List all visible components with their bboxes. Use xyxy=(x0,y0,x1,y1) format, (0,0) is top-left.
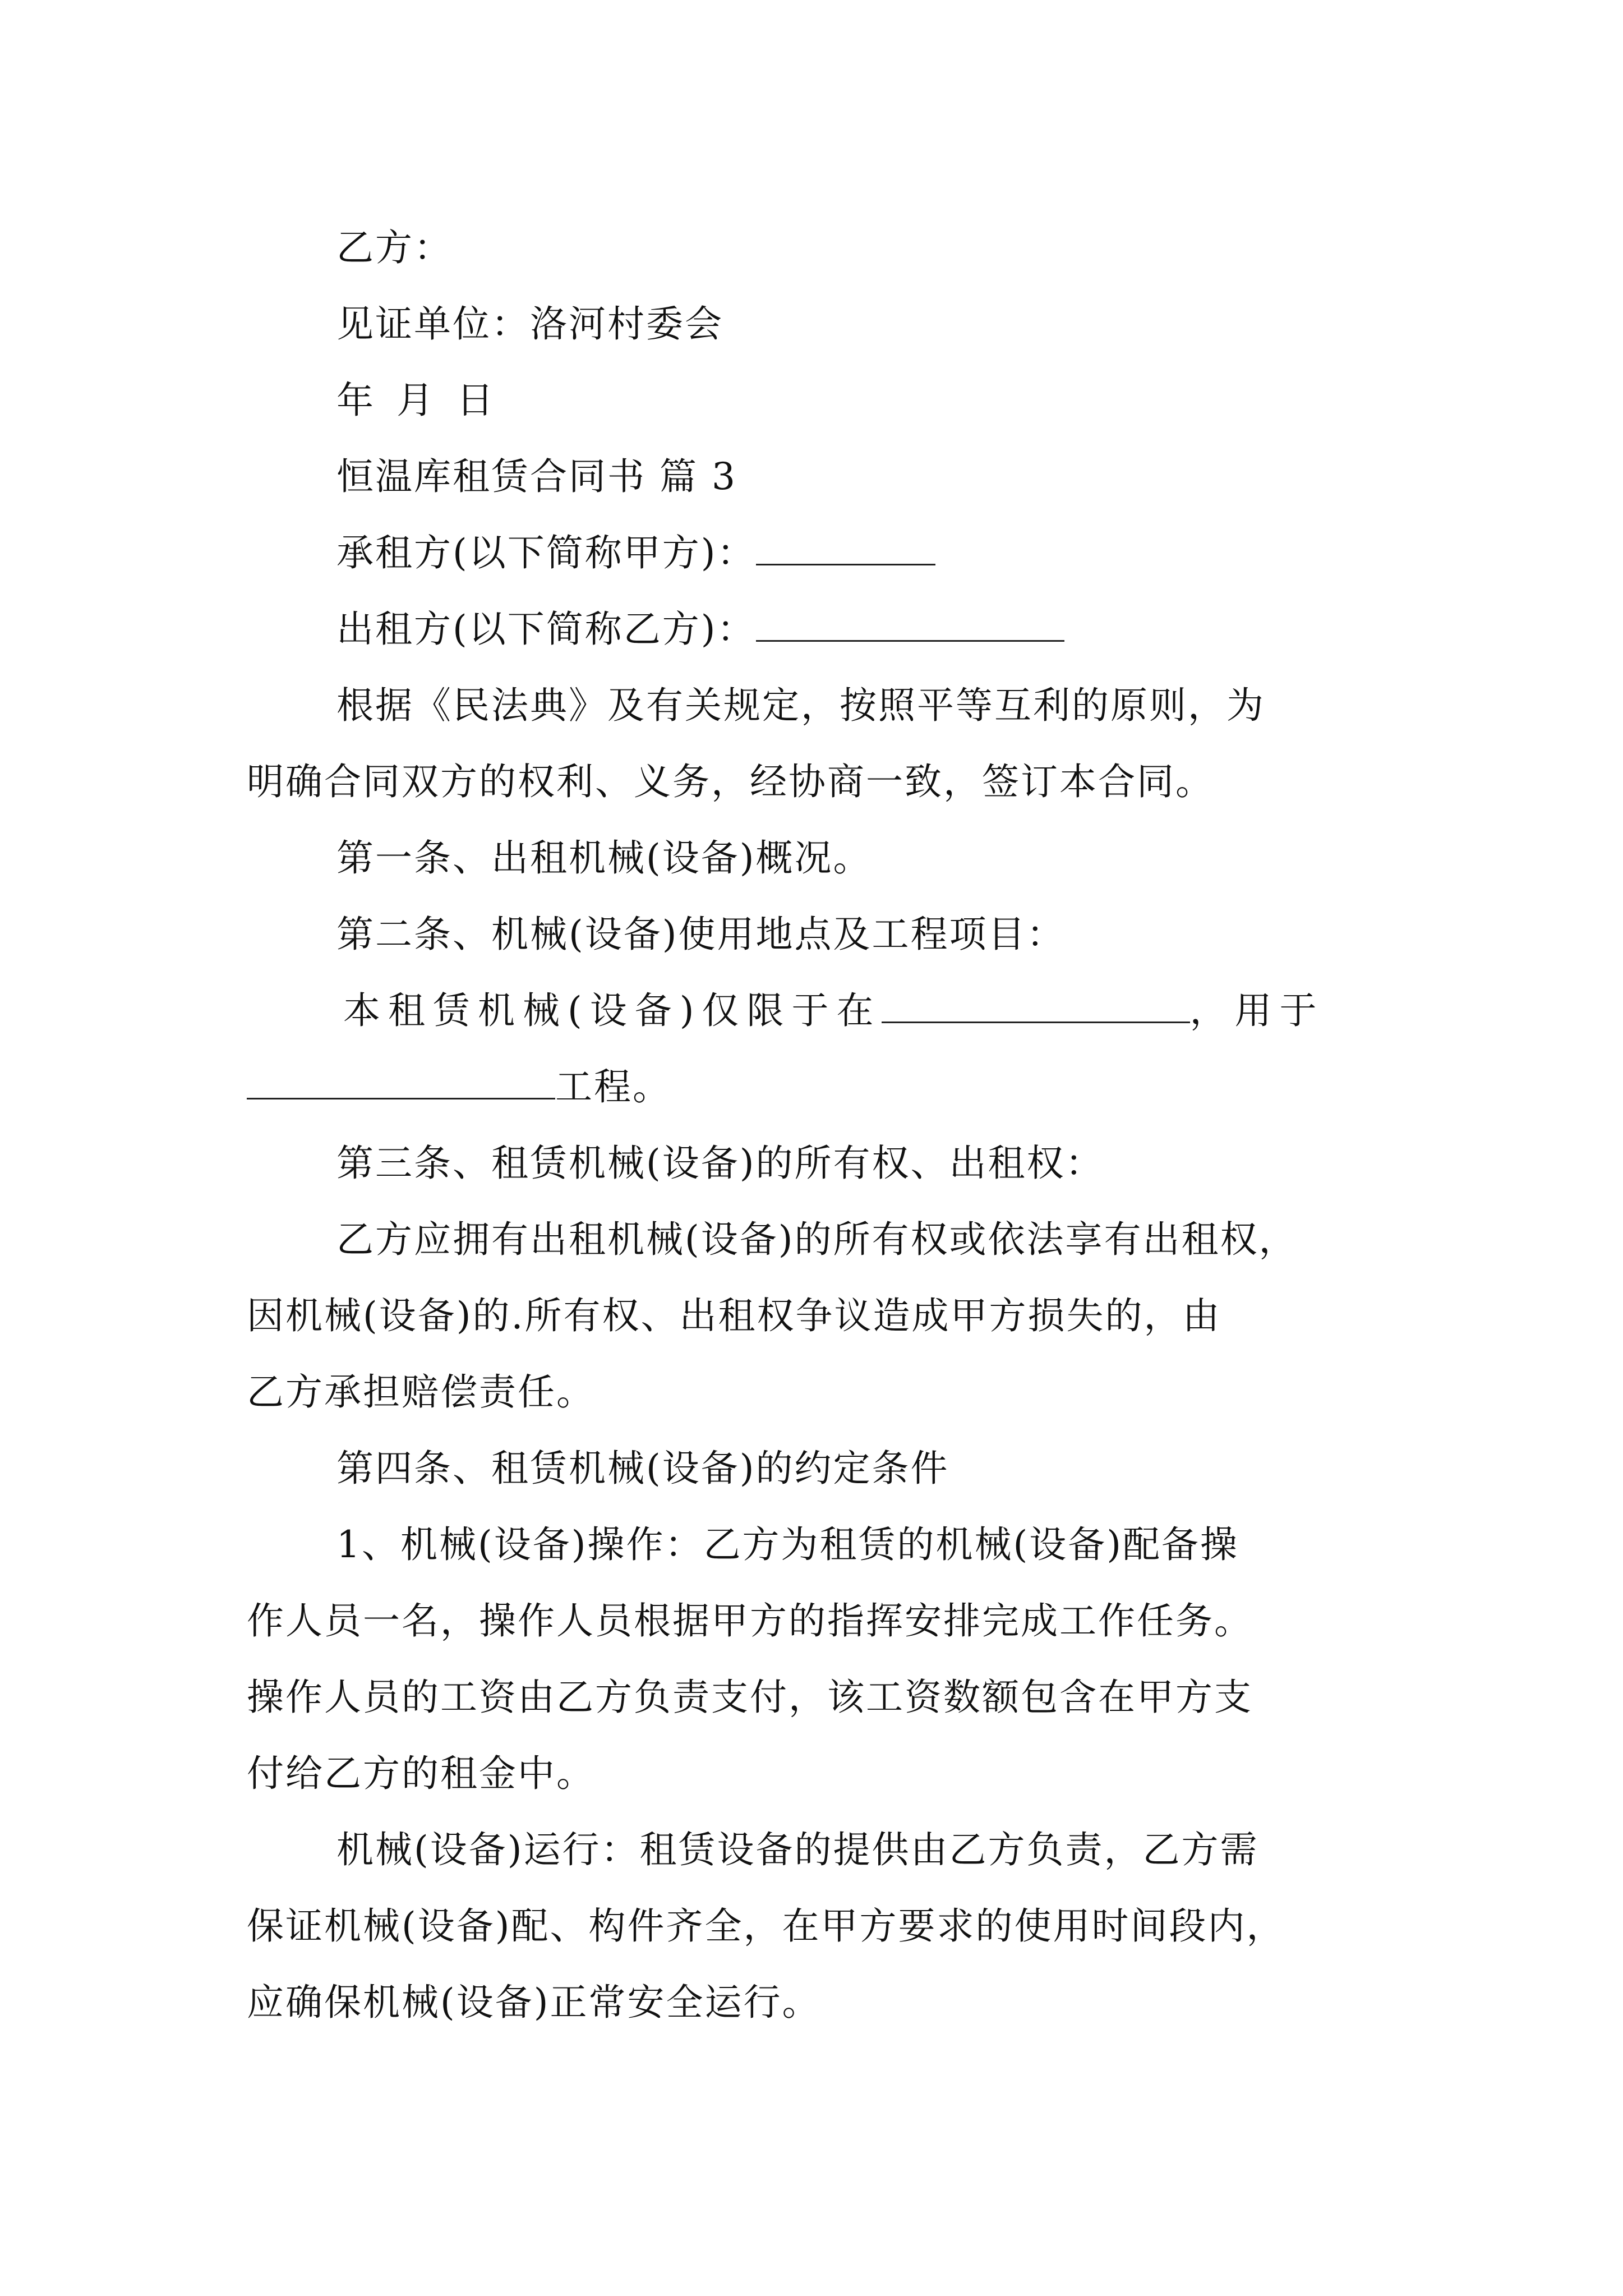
article-4-item-2-line-2: 保证机械(设备)配、构件齐全，在甲方要求的使用时间段内， xyxy=(247,1904,1285,1948)
article-2-detail-2 xyxy=(247,1065,671,1110)
contract-title: 恒温库租赁合同书 篇 3 xyxy=(336,455,737,498)
lessee-blank xyxy=(756,531,935,565)
project-blank xyxy=(247,1065,555,1099)
article-3-para-3: 乙方承担赔偿责任。 xyxy=(247,1370,595,1414)
witness-unit: 见证单位：洛河村委会 xyxy=(336,302,723,346)
lessor-line xyxy=(336,607,1064,652)
article-4-item-1-line-3: 操作人员的工资由乙方负责支付，该工资数额包含在甲方支 xyxy=(247,1676,1253,1719)
location-blank xyxy=(882,989,1190,1023)
lessor-blank xyxy=(756,608,1064,642)
article-2-detail-text-2: ，用于 xyxy=(1189,989,1325,1032)
article-4-item-2-line-3: 应确保机械(设备)正常安全运行。 xyxy=(247,1981,821,2024)
paragraph-intro-2: 明确合同双方的权利、义务，经协商一致，签订本合同。 xyxy=(247,760,1214,803)
lessee-line xyxy=(336,531,935,576)
lessee-label: 承租方(以下简称甲方)： xyxy=(336,531,756,574)
article-2-detail-1 xyxy=(343,988,1325,1033)
lessor-label: 出租方(以下简称乙方)： xyxy=(336,608,756,651)
article-4-item-1-line-4: 付给乙方的租金中。 xyxy=(247,1752,595,1795)
article-4-item-1-line-1: 1、机械(设备)操作：乙方为租赁的机械(设备)配备操 xyxy=(336,1523,1239,1566)
date-line: 年 月 日 xyxy=(336,379,499,422)
article-1: 第一条、出租机械(设备)概况。 xyxy=(336,836,872,880)
party-b-label: 乙方： xyxy=(336,226,453,269)
article-3: 第三条、租赁机械(设备)的所有权、出租权： xyxy=(336,1142,1104,1185)
article-4-item-2-line-1: 机械(设备)运行：租赁设备的提供由乙方负责，乙方需 xyxy=(336,1828,1259,1871)
article-2-detail-text: 本租赁机械(设备)仅限于在 xyxy=(343,989,882,1032)
project-suffix: 工程。 xyxy=(555,1065,671,1108)
article-4: 第四条、租赁机械(设备)的约定条件 xyxy=(336,1447,949,1490)
article-4-item-1-line-2: 作人员一名，操作人员根据甲方的指挥安排完成工作任务。 xyxy=(247,1599,1253,1642)
paragraph-intro-1: 根据《民法典》及有关规定，按照平等互利的原则，为 xyxy=(336,684,1265,727)
article-2: 第二条、机械(设备)使用地点及工程项目： xyxy=(336,913,1066,956)
article-3-para-2: 因机械(设备)的.所有权、出租权争议造成甲方损失的，由 xyxy=(247,1294,1221,1337)
article-3-para-1: 乙方应拥有出租机械(设备)的所有权或依法享有出租权， xyxy=(336,1218,1298,1261)
